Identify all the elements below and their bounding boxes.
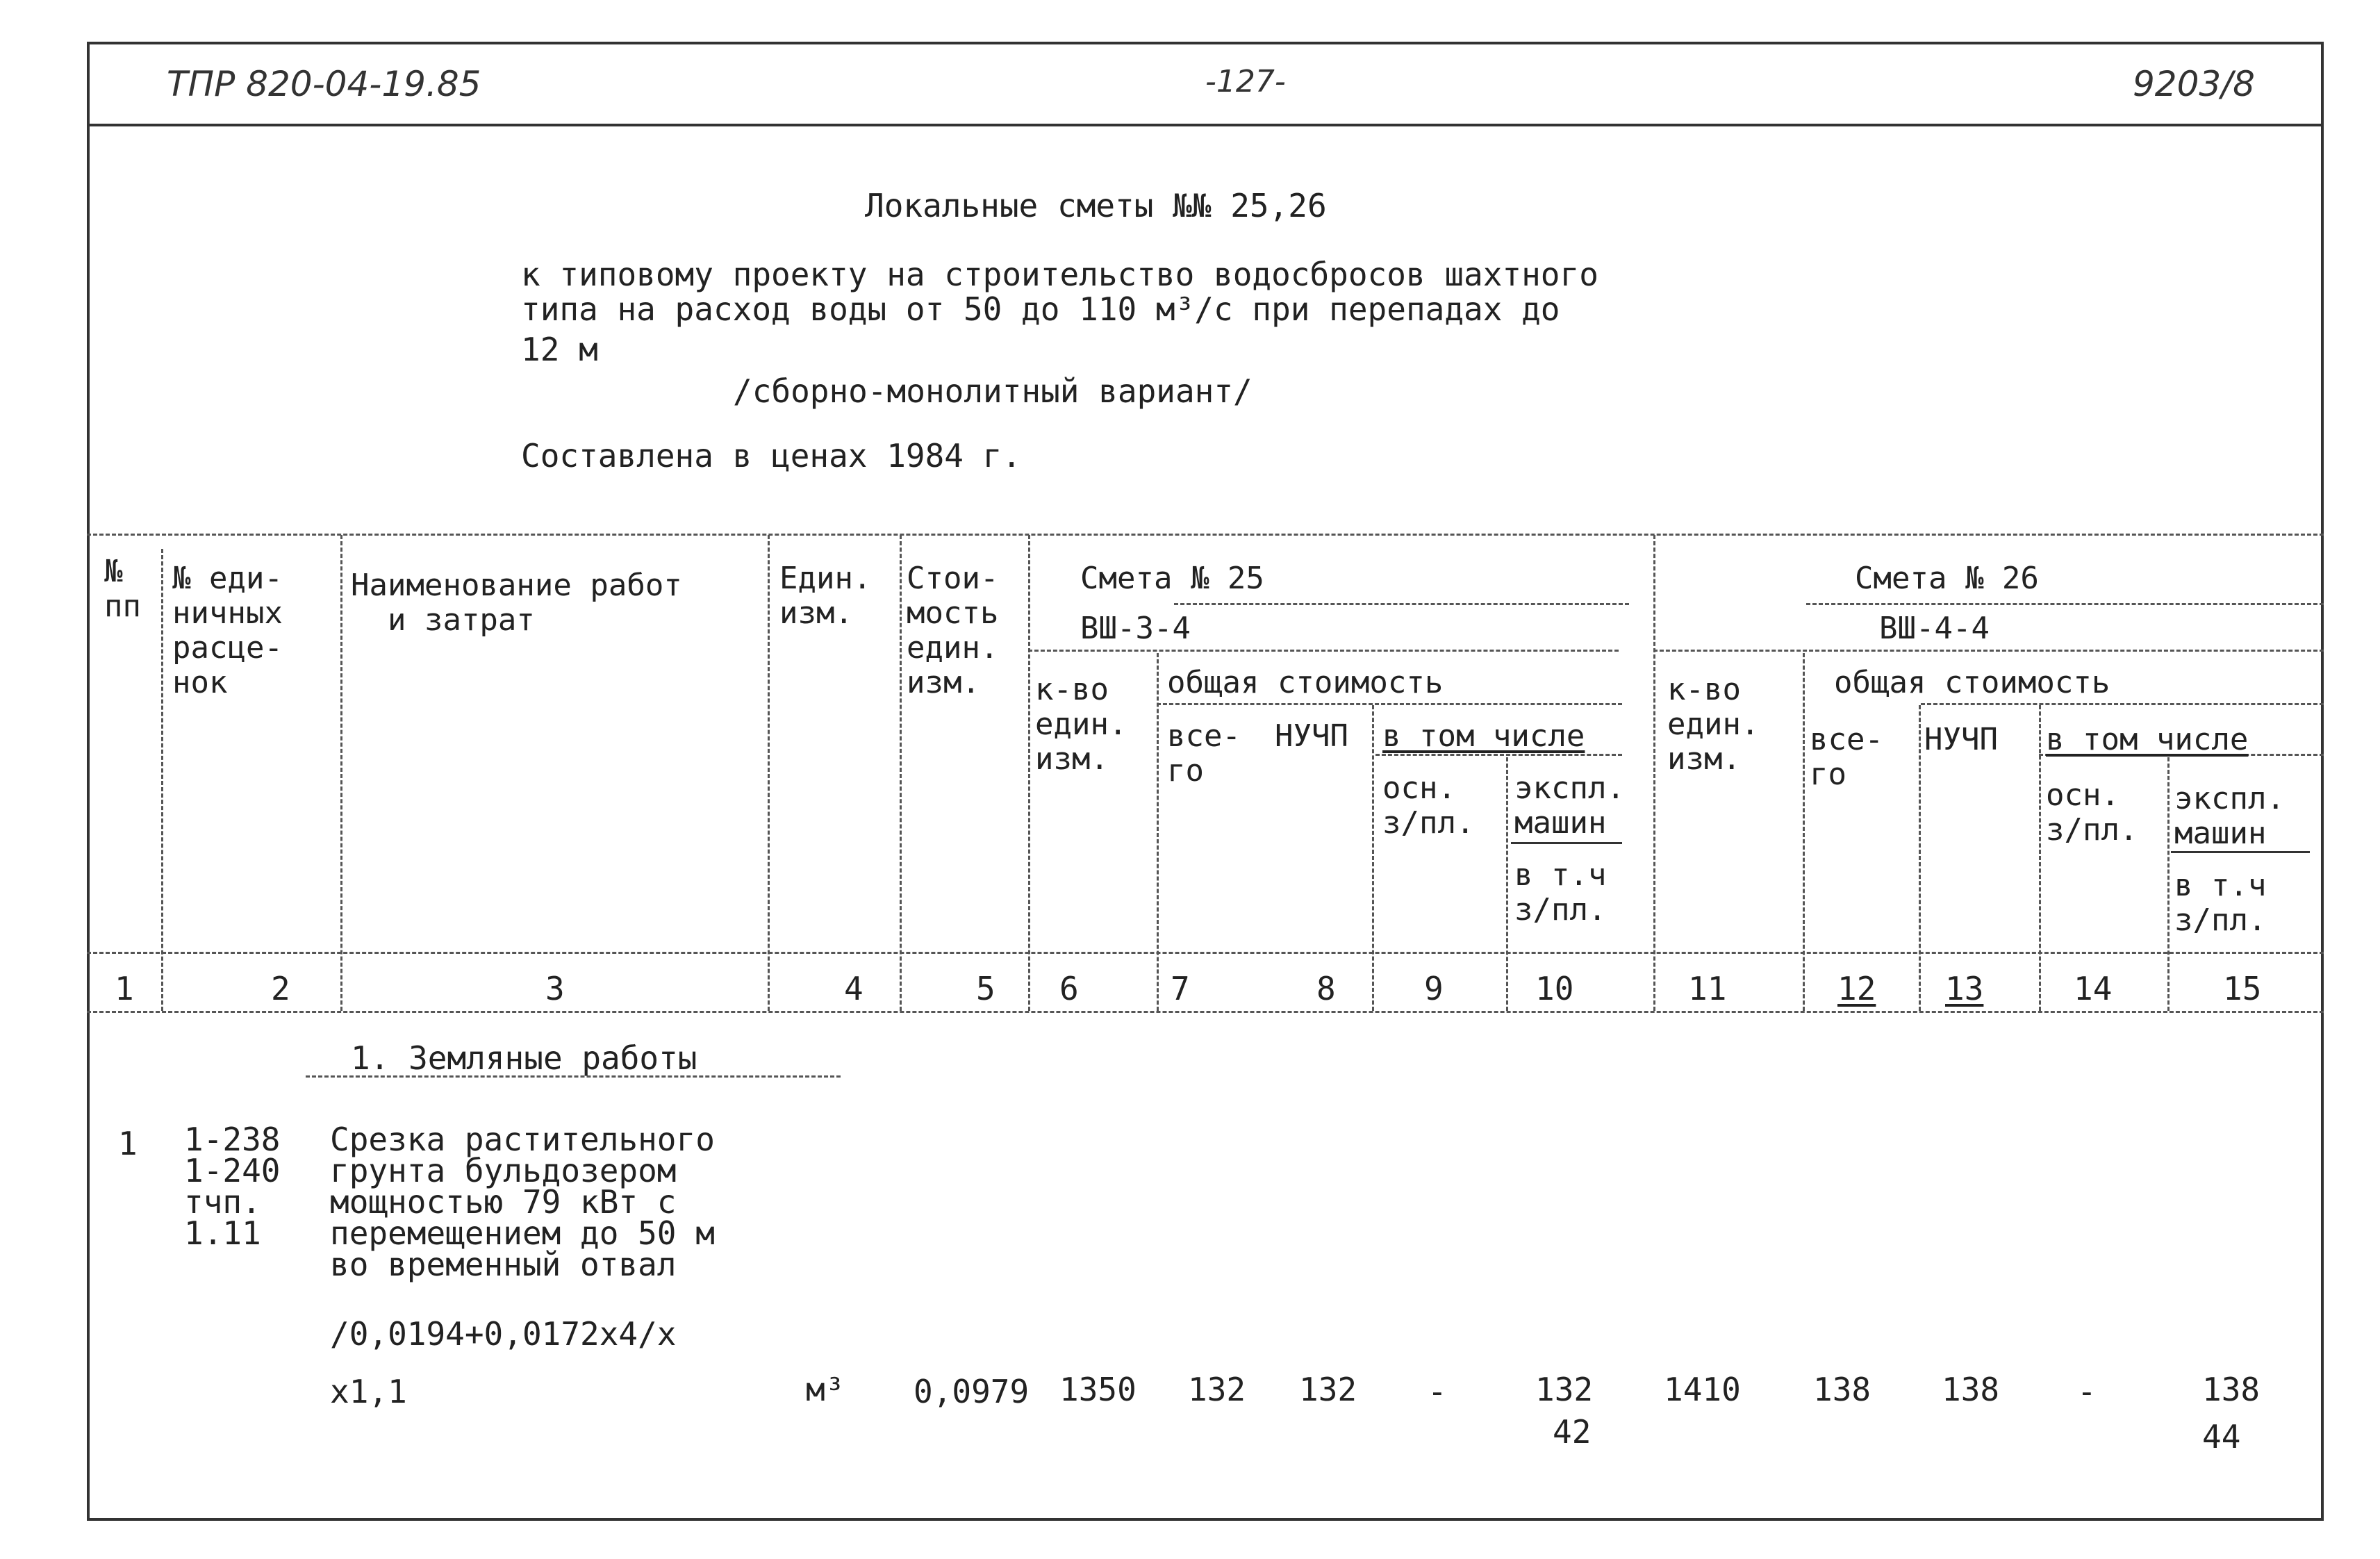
header-osn-25: осн. з/пл. xyxy=(1382,770,1475,841)
title-line-1: к типовому проекту на строительство водосбросов шахтного xyxy=(521,256,1598,293)
document-code: ТПР 820-04-19.85 xyxy=(167,64,481,104)
row-osn-26: - xyxy=(2077,1373,2097,1410)
header-rates: № еди- ничных расце- нок xyxy=(172,561,283,700)
col-number: 7 xyxy=(1171,970,1190,1007)
header-incl-25: в том числе xyxy=(1382,718,1585,754)
header-ekspl-26: экспл. машин xyxy=(2174,781,2285,851)
header-total-cost-25: общая стоимость xyxy=(1167,665,1444,700)
header-total-cost-26: общая стоимость xyxy=(1834,665,2110,700)
row-nuchp-26: 138 xyxy=(1942,1371,2000,1408)
col-number: 11 xyxy=(1688,970,1727,1007)
col-number: 1 xyxy=(115,970,134,1007)
row-work-name: Срезка растительного грунта бульдозером мощностью 79 кВт с перемещением до 50 м во временный отвал xyxy=(330,1121,715,1283)
col-number: 13 xyxy=(1945,970,1984,1007)
row-num: 1 xyxy=(118,1125,138,1162)
header-qty-25: к-во един. изм. xyxy=(1035,672,1127,777)
col-number: 8 xyxy=(1316,970,1336,1007)
header-smeta-25: Смета № 25 xyxy=(1080,561,1264,596)
col-number: 5 xyxy=(976,970,995,1007)
title-line-3: 12 м xyxy=(521,331,598,368)
title-line-2: типа на расход воды от 50 до 110 м³/с при перепадах до xyxy=(521,290,1560,328)
header-nuchp-26: НУЧП xyxy=(1924,722,1998,757)
col-number: 10 xyxy=(1535,970,1574,1007)
row-unit: м³ xyxy=(806,1371,845,1408)
col-number: 4 xyxy=(844,970,863,1007)
header-code-26: ВШ-4-4 xyxy=(1879,611,1990,646)
header-total-26: все- го xyxy=(1810,722,1883,792)
header-name: Наименование работ и затрат xyxy=(351,568,682,638)
header-unit: Един. изм. xyxy=(779,561,872,631)
col-number: 3 xyxy=(545,970,565,1007)
row-osn-25: - xyxy=(1428,1373,1447,1410)
header-num: № пп xyxy=(104,554,141,624)
header-smeta-26: Смета № 26 xyxy=(1855,561,2039,596)
row-rates: 1-238 1-240 тчп. 1.11 xyxy=(184,1121,281,1252)
row-formula-2: х1,1 xyxy=(330,1373,407,1410)
header-total-25: все- го xyxy=(1167,718,1241,789)
header-osn-26: осн. з/пл. xyxy=(2046,777,2138,848)
header-vtch-26: в т.ч з/пл. xyxy=(2174,868,2267,938)
header-cost: Стои- мость един. изм. xyxy=(907,561,999,700)
col-number: 2 xyxy=(271,970,290,1007)
col-number: 6 xyxy=(1059,970,1079,1007)
col-number: 15 xyxy=(2223,970,2262,1007)
row-qty-26: 1410 xyxy=(1664,1371,1741,1408)
row-ekspl-25: 132 xyxy=(1535,1371,1594,1408)
section-heading: 1. Земляные работы xyxy=(351,1039,697,1077)
estimate-title: Локальные сметы №№ 25,26 xyxy=(865,187,1327,224)
header-vtch-25: в т.ч з/пл. xyxy=(1514,857,1607,927)
sheet-number: 9203/8 xyxy=(2133,64,2255,104)
row-total-26: 138 xyxy=(1813,1371,1871,1408)
col-number: 9 xyxy=(1424,970,1444,1007)
row-formula-1: /0,0194+0,0172х4/х xyxy=(330,1315,677,1353)
header-incl-26: в том числе xyxy=(2046,722,2249,757)
header-qty-26: к-во един. изм. xyxy=(1667,672,1760,777)
prices-note: Составлена в ценах 1984 г. xyxy=(521,437,1022,475)
row-total-25: 132 xyxy=(1188,1371,1246,1408)
row-nuchp-25: 132 xyxy=(1299,1371,1357,1408)
variant-note: /сборно-монолитный вариант/ xyxy=(733,372,1253,410)
header-ekspl-25: экспл. машин xyxy=(1514,770,1625,841)
header-code-25: ВШ-3-4 xyxy=(1080,611,1191,646)
page-number: -127- xyxy=(1205,64,1286,99)
col-number: 12 xyxy=(1837,970,1876,1007)
row-unit-cost: 0,0979 xyxy=(914,1373,1030,1410)
col-number: 14 xyxy=(2074,970,2113,1007)
row-qty-25: 1350 xyxy=(1059,1371,1137,1408)
row-vtch-26: 44 xyxy=(2202,1418,2241,1455)
row-ekspl-26: 138 xyxy=(2202,1371,2261,1408)
header-nuchp-25: НУЧП xyxy=(1275,718,1348,754)
row-vtch-25: 42 xyxy=(1553,1413,1592,1451)
